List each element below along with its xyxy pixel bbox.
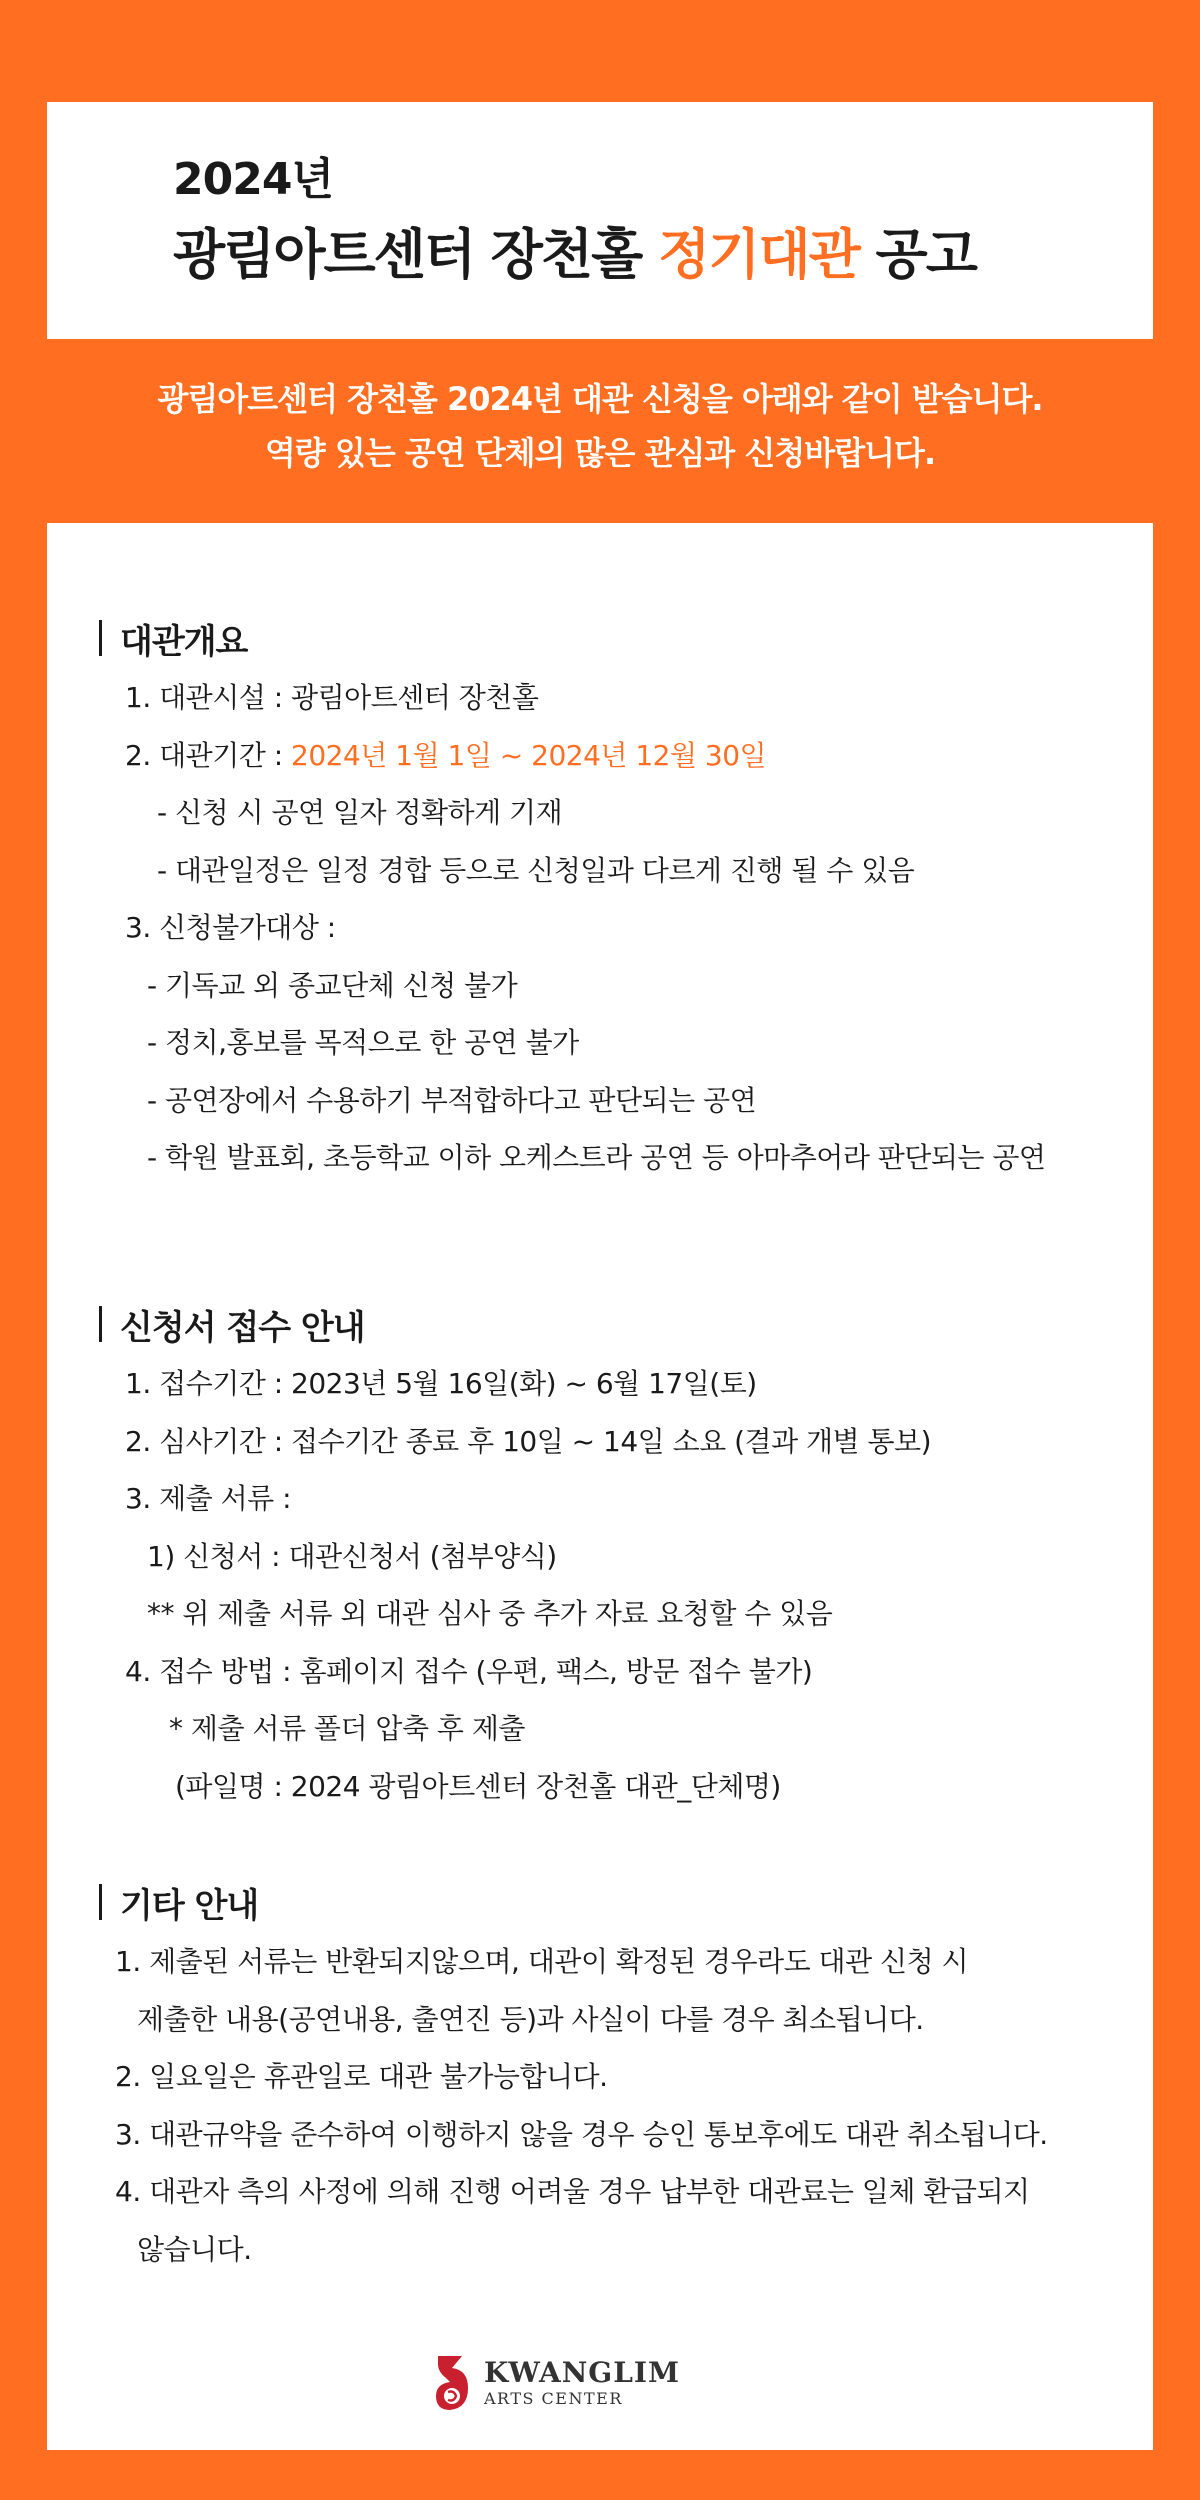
ineligible-item: - 정치,홍보를 목적으로 한 공연 불가 xyxy=(147,1026,579,1059)
overview-period xyxy=(99,727,1153,785)
ineligible-item: - 학원 발표회, 초등학교 이하 오케스트라 공연 등 아마추어라 판단되는 공연 xyxy=(147,1141,1046,1174)
title-text-end: 공고 xyxy=(858,223,976,286)
page-title-year: 2024년 xyxy=(173,154,333,205)
title-accent-text: 정기대관 xyxy=(658,223,859,286)
section-overview xyxy=(99,615,1153,1187)
intro-line: 광림아트센터 장천홀 2024년 대관 신청을 아래와 같이 받습니다. xyxy=(157,380,1043,418)
method-note: (파일명 : 2024 광림아트센터 장천홀 대관_단체명) xyxy=(175,1769,781,1803)
logo-sub: ARTS CENTER xyxy=(484,2389,623,2408)
heading-text: 대관개요 xyxy=(120,621,248,662)
other-item-cont: 제출한 내용(공연내용, 출연진 등)과 사실이 다를 경우 최소됩니다. xyxy=(137,2002,924,2036)
documents-label: 3. 제출 서류 : xyxy=(125,1482,292,1515)
logo-name: KWANGLIM xyxy=(484,2356,681,2389)
heading-text: 신청서 접수 안내 xyxy=(120,1307,365,1348)
document-item: 1) 신청서 : 대관신청서 (첨부양식) xyxy=(147,1539,557,1573)
period-note: - 대관일정은 일정 경합 등으로 신청일과 다르게 진행 될 수 있음 xyxy=(157,853,915,887)
intro-line: 역량 있는 공연 단체의 많은 관심과 신청바랍니다. xyxy=(264,434,936,472)
ineligible-item: - 공연장에서 수용하기 부적합하다고 판단되는 공연 xyxy=(147,1083,757,1117)
heading-text: 기타 안내 xyxy=(120,1885,259,1926)
document-note: ** 위 제출 서류 외 대관 심사 중 추가 자료 요청할 수 있음 xyxy=(147,1597,833,1630)
submission-method: 4. 접수 방법 : 홈페이지 접수 (우편, 팩스, 방문 접수 불가) xyxy=(125,1654,813,1688)
heading-bar xyxy=(99,1306,102,1342)
review-period: 2. 심사기간 : 접수기간 종료 후 10일 ~ 14일 소요 (결과 개별 통보) xyxy=(125,1424,932,1458)
title-text: 광림아트센터 장천홀 xyxy=(173,223,659,286)
section-heading xyxy=(99,1301,1153,1347)
section-other xyxy=(99,1879,1153,2278)
heading-bar xyxy=(99,1884,102,1920)
logo xyxy=(432,2348,680,2418)
other-item: 4. 대관자 측의 사정에 의해 진행 어려울 경우 납부한 대관료는 일체 환급되지 xyxy=(115,2175,1030,2208)
other-item-cont: 않습니다. xyxy=(137,2232,252,2266)
kwanglim-logo-icon xyxy=(432,2352,474,2414)
section-heading xyxy=(99,615,1153,661)
section-application xyxy=(99,1301,1153,1815)
ineligible-item: - 기독교 외 종교단체 신청 불가 xyxy=(147,968,518,1002)
other-item: 2. 일요일은 휴관일로 대관 불가능합니다. xyxy=(115,2060,608,2093)
content-box xyxy=(47,523,1153,2450)
period-label: 2. 대관기간 : xyxy=(125,738,292,772)
intro-text xyxy=(0,372,1200,480)
title-box xyxy=(47,102,1153,339)
page-title xyxy=(173,216,1153,294)
logo-text xyxy=(484,2357,680,2409)
overview-facility: 1. 대관시설 : 광림아트센터 장천홀 xyxy=(125,681,539,714)
other-item: 1. 제출된 서류는 반환되지않으며, 대관이 확정된 경우라도 대관 신청 시 xyxy=(115,1945,969,1978)
receipt-period: 1. 접수기간 : 2023년 5월 16일(화) ~ 6월 17일(토) xyxy=(125,1367,757,1400)
other-item: 3. 대관규약을 준수하여 이행하지 않을 경우 승인 통보후에도 대관 취소됩니다. xyxy=(115,2117,1048,2151)
section-heading xyxy=(99,1879,1153,1925)
ineligible-label: 3. 신청불가대상 : xyxy=(125,911,336,944)
heading-bar xyxy=(99,620,102,656)
period-note: - 신청 시 공연 일자 정확하게 기재 xyxy=(157,796,563,829)
period-value: 2024년 1월 1일 ~ 2024년 12월 30일 xyxy=(291,738,767,772)
method-note: * 제출 서류 폴더 압축 후 제출 xyxy=(169,1712,525,1745)
